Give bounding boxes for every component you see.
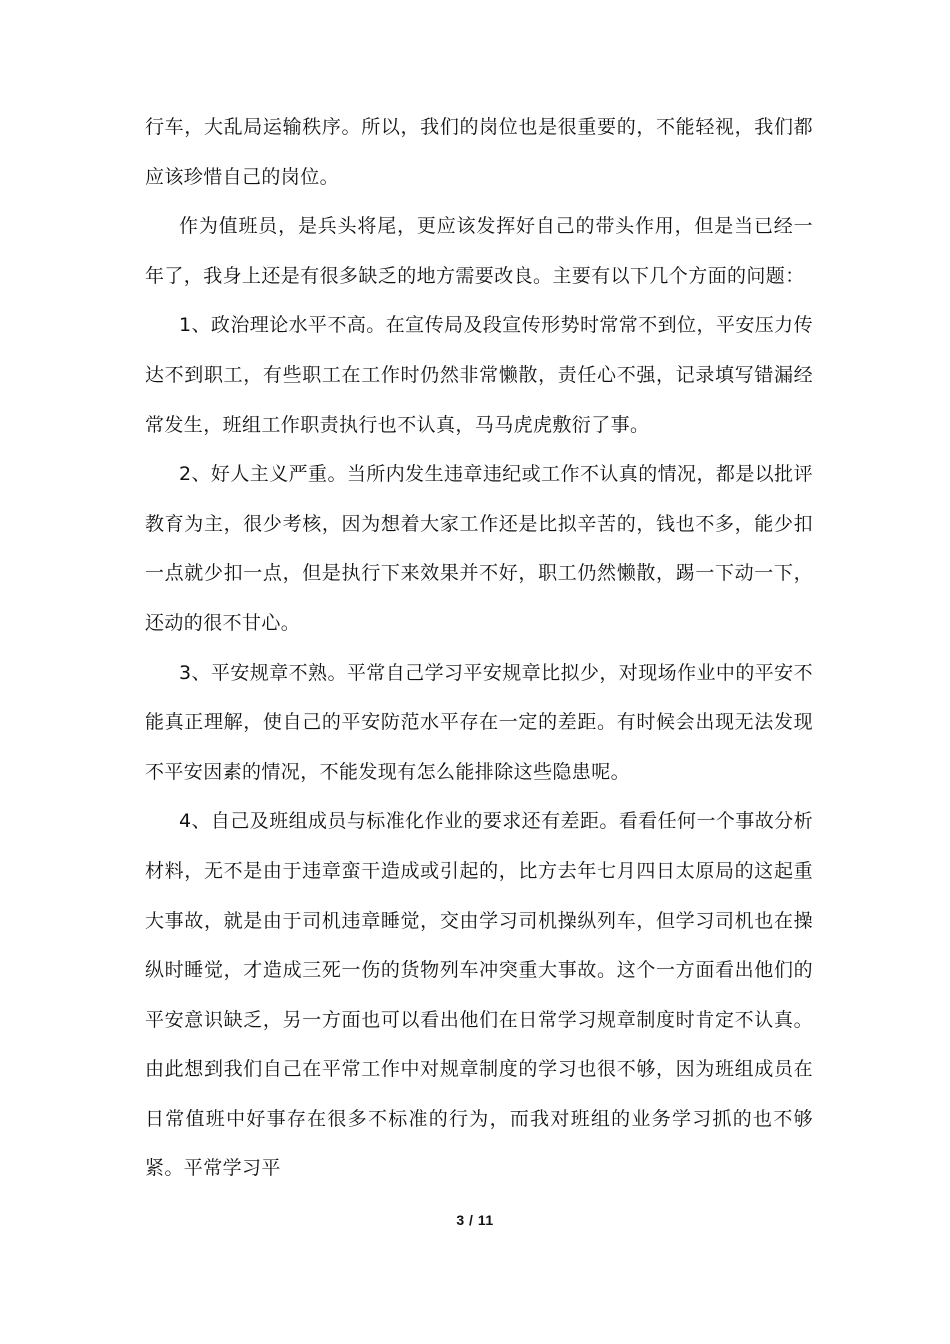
document-body (145, 103, 813, 1194)
paragraph-continuation: 行车，大乱局运输秩序。所以，我们的岗位也是很重要的，不能轻视，我们都应该珍惜自己的岗位。 (145, 116, 813, 188)
paragraph-duty-role: 作为值班员，是兵头将尾，更应该发挥好自己的带头作用，但是当已经一年了，我身上还是有很多缺乏的地方需要改良。主要有以下几个方面的问题： (145, 215, 813, 287)
page-number: 3 / 11 (456, 1212, 494, 1228)
paragraph-issue-2: 2、好人主义严重。当所内发生违章违纪或工作不认真的情况，都是以批评教育为主，很少考核，因为想着大家工作还是比拟辛苦的，钱也不多，能少扣一点就少扣一点，但是执行下来效果并不好，职工仍然懒散，踢一下动一下，还动的很不甘心。 (145, 463, 813, 634)
paragraph-issue-3: 3、平安规章不熟。平常自己学习平安规章比拟少，对现场作业中的平安不能真正理解，使自己的平安防范水平存在一定的差距。有时候会出现无法发现不平安因素的情况，不能发现有怎么能排除这些隐患呢。 (145, 661, 813, 783)
paragraph-issue-1: 1、政治理论水平不高。在宣传局及段宣传形势时常常不到位，平安压力传达不到职工，有些职工在工作时仍然非常懒散，责任心不强，记录填写错漏经常发生，班组工作职责执行也不认真，马马虎虎敷衍了事。 (145, 314, 813, 436)
paragraph-issue-4: 4、自己及班组成员与标准化作业的要求还有差距。看看任何一个事故分析材料，无不是由于违章蛮干造成或引起的，比方去年七月四日太原局的这起重大事故，就是由于司机违章睡觉，交由学习司机操纵列车，但学习司机也在操纵时睡觉，才造成三死一伤的货物列车冲突重大事故。这个一方面看出他们的平安意识缺乏，另一方面也可以看出他们在日常学习规章制度时肯定不认真。由此想到我们自己在平常工作中对规章制度的学习也很不够，因为班组成员在日常值班中好事存在很多不标准的行为，而我对班组的业务学习抓的也不够紧。平常学习平 (145, 810, 813, 1180)
